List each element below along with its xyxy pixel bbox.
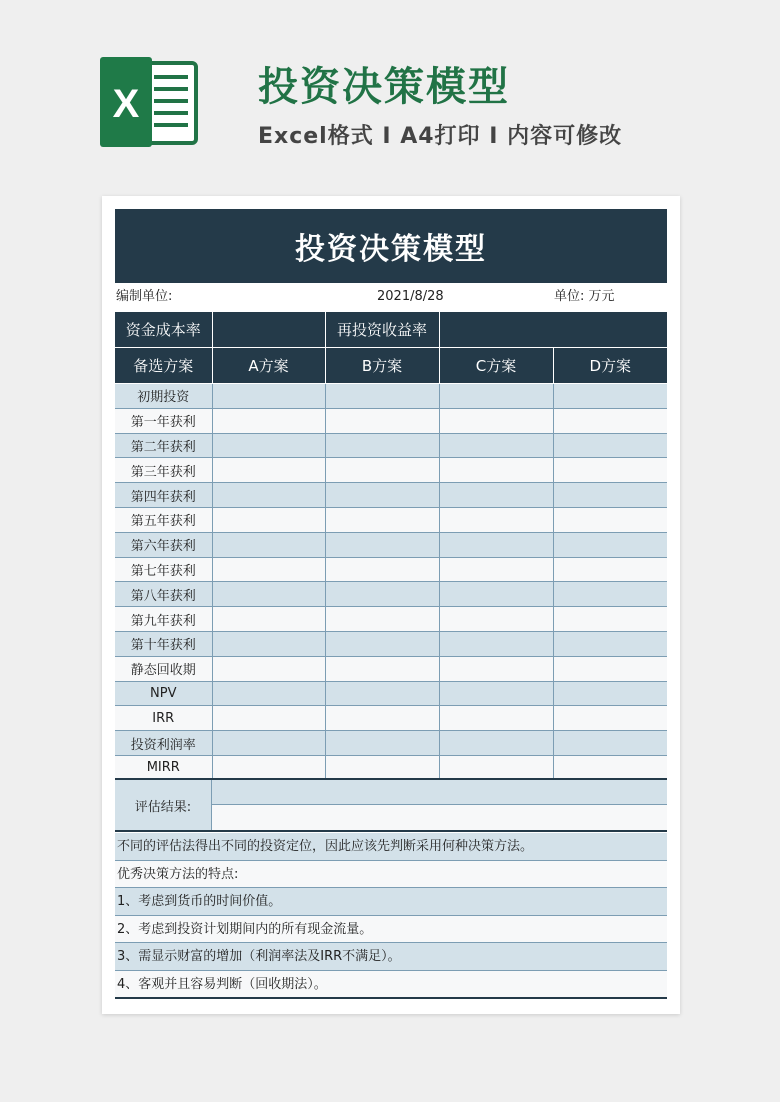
- reinvest-rate-label: 再投资收益率: [325, 312, 439, 348]
- column-header: C方案: [439, 348, 553, 384]
- data-cell[interactable]: [439, 731, 553, 756]
- rate-row: [115, 312, 667, 348]
- data-cell[interactable]: [212, 631, 325, 656]
- reinvest-rate-input[interactable]: [439, 312, 667, 348]
- data-cell[interactable]: [439, 557, 553, 582]
- data-cell[interactable]: [212, 582, 325, 607]
- evaluation-section: [115, 778, 667, 832]
- table-row: [115, 631, 667, 656]
- data-cell[interactable]: [212, 656, 325, 681]
- row-label: 第一年获利: [115, 408, 212, 433]
- data-cell[interactable]: [439, 706, 553, 731]
- row-label: 第三年获利: [115, 458, 212, 483]
- data-cell[interactable]: [439, 607, 553, 632]
- data-cell[interactable]: [553, 483, 667, 508]
- table-row: [115, 483, 667, 508]
- table-row: [115, 408, 667, 433]
- row-label: 第八年获利: [115, 582, 212, 607]
- data-cell[interactable]: [439, 656, 553, 681]
- svg-text:X: X: [112, 82, 140, 126]
- data-cell[interactable]: [212, 607, 325, 632]
- data-cell[interactable]: [212, 731, 325, 756]
- row-label: 第五年获利: [115, 507, 212, 532]
- worksheet: [102, 196, 680, 1014]
- table-row: [115, 706, 667, 731]
- excel-logo-icon: [98, 57, 198, 147]
- data-cell[interactable]: [325, 706, 439, 731]
- table-row: [115, 656, 667, 681]
- row-label: 第二年获利: [115, 433, 212, 458]
- data-cell[interactable]: [553, 731, 667, 756]
- cost-rate-label: 资金成本率: [115, 312, 212, 348]
- row-label: 第十年获利: [115, 631, 212, 656]
- evaluation-input[interactable]: [212, 805, 667, 830]
- cost-rate-input[interactable]: [212, 312, 325, 348]
- evaluation-input[interactable]: [212, 780, 667, 805]
- data-cell[interactable]: [325, 557, 439, 582]
- data-cell[interactable]: [439, 681, 553, 706]
- data-cell[interactable]: [325, 582, 439, 607]
- data-cell[interactable]: [325, 433, 439, 458]
- data-cell[interactable]: [212, 706, 325, 731]
- data-cell[interactable]: [325, 681, 439, 706]
- data-cell[interactable]: [212, 483, 325, 508]
- data-cell[interactable]: [553, 656, 667, 681]
- data-cell[interactable]: [212, 557, 325, 582]
- evaluation-label: 评估结果:: [115, 780, 212, 830]
- data-cell[interactable]: [439, 384, 553, 409]
- row-label: 第九年获利: [115, 607, 212, 632]
- note-line: 2、考虑到投资计划期间内的所有现金流量。: [115, 916, 667, 944]
- table-row: [115, 681, 667, 706]
- table-row: [115, 557, 667, 582]
- data-cell[interactable]: [553, 631, 667, 656]
- row-label: 第七年获利: [115, 557, 212, 582]
- table-row: [115, 507, 667, 532]
- data-cell[interactable]: [325, 607, 439, 632]
- page-subtitle: Excel格式 I A4打印 I 内容可修改: [258, 124, 623, 149]
- data-cell[interactable]: [212, 408, 325, 433]
- table-row: [115, 433, 667, 458]
- table-row: [115, 582, 667, 607]
- sheet-banner-title: 投资决策模型: [115, 209, 667, 283]
- row-label: 静态回收期: [115, 656, 212, 681]
- column-header: D方案: [553, 348, 667, 384]
- data-cell[interactable]: [553, 681, 667, 706]
- data-cell[interactable]: [553, 582, 667, 607]
- data-cell[interactable]: [325, 507, 439, 532]
- row-label: 投资利润率: [115, 731, 212, 756]
- data-cell[interactable]: [439, 507, 553, 532]
- data-cell[interactable]: [325, 483, 439, 508]
- data-cell[interactable]: [212, 507, 325, 532]
- data-cell[interactable]: [553, 607, 667, 632]
- note-line: 3、需显示财富的增加（利润率法及IRR不满足）。: [115, 943, 667, 971]
- column-header: A方案: [212, 348, 325, 384]
- table-row: [115, 731, 667, 756]
- row-label: 第四年获利: [115, 483, 212, 508]
- column-header: B方案: [325, 348, 439, 384]
- data-cell[interactable]: [325, 408, 439, 433]
- row-label: IRR: [115, 706, 212, 731]
- data-cell[interactable]: [212, 532, 325, 557]
- note-line: 1、考虑到货币的时间价值。: [115, 888, 667, 916]
- date-value: 2021/8/28: [377, 289, 444, 304]
- table-row: [115, 532, 667, 557]
- table-row: [115, 607, 667, 632]
- note-line: 不同的评估法得出不同的投资定位，因此应该先判断采用何种决策方法。: [115, 833, 667, 861]
- data-cell[interactable]: [212, 433, 325, 458]
- table-row: [115, 458, 667, 483]
- unit-label: 编制单位:: [116, 289, 173, 304]
- row-label: 第六年获利: [115, 532, 212, 557]
- data-cell[interactable]: [553, 408, 667, 433]
- row-label: 初期投资: [115, 384, 212, 409]
- notes-section: [115, 833, 667, 999]
- data-cell[interactable]: [553, 507, 667, 532]
- data-cell[interactable]: [553, 384, 667, 409]
- data-cell[interactable]: [553, 706, 667, 731]
- data-cell[interactable]: [553, 433, 667, 458]
- data-cell[interactable]: [439, 582, 553, 607]
- data-cell[interactable]: [553, 557, 667, 582]
- data-cell[interactable]: [325, 384, 439, 409]
- data-cell[interactable]: [439, 483, 553, 508]
- table-row: [115, 755, 667, 780]
- data-cell[interactable]: [212, 681, 325, 706]
- data-cell[interactable]: [553, 755, 667, 780]
- data-cell[interactable]: [439, 433, 553, 458]
- data-cell[interactable]: [325, 755, 439, 780]
- data-cell[interactable]: [325, 731, 439, 756]
- table-row: [115, 384, 667, 409]
- data-cell[interactable]: [325, 532, 439, 557]
- data-cell[interactable]: [325, 458, 439, 483]
- investment-table: [115, 312, 667, 781]
- row-label: MIRR: [115, 755, 212, 780]
- data-cell[interactable]: [212, 458, 325, 483]
- data-cell[interactable]: [553, 532, 667, 557]
- data-cell[interactable]: [553, 458, 667, 483]
- data-cell[interactable]: [325, 631, 439, 656]
- column-header: 备选方案: [115, 348, 212, 384]
- data-cell[interactable]: [325, 656, 439, 681]
- data-cell[interactable]: [439, 532, 553, 557]
- data-cell[interactable]: [212, 755, 325, 780]
- data-cell[interactable]: [439, 631, 553, 656]
- data-cell[interactable]: [439, 408, 553, 433]
- page-title: 投资决策模型: [258, 64, 510, 110]
- note-line: 4、客观并且容易判断（回收期法）。: [115, 971, 667, 999]
- currency-label: 单位: 万元: [554, 289, 615, 304]
- row-label: NPV: [115, 681, 212, 706]
- column-header-row: [115, 348, 667, 384]
- data-cell[interactable]: [212, 384, 325, 409]
- data-cell[interactable]: [439, 458, 553, 483]
- note-line: 优秀决策方法的特点:: [115, 861, 667, 889]
- data-cell[interactable]: [439, 755, 553, 780]
